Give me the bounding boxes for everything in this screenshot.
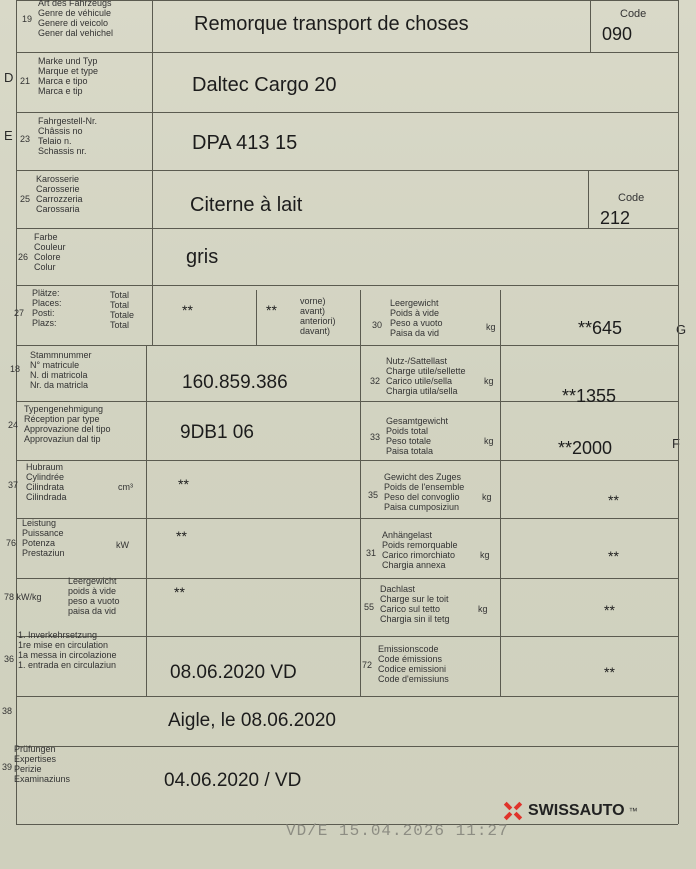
field-label: Fahrgestell-Nr. Châssis no Telaio n. Schassis nr. xyxy=(38,116,98,156)
field-number: 37 xyxy=(8,480,19,490)
body-value: Citerne à lait xyxy=(190,194,303,216)
field-number: 38 xyxy=(2,706,13,716)
field-label: 1. Inverkehrsetzung 1re mise en circulation 1a messa in circolazione 1. entrada en circulaziun xyxy=(18,630,117,670)
power-value: ** xyxy=(176,528,187,544)
place-date-value: Aigle, le 08.06.2020 xyxy=(168,710,336,731)
vehicle-type-value: Remorque transport de choses xyxy=(194,13,469,35)
swissauto-cross-icon xyxy=(502,800,524,822)
field-number: 26 xyxy=(18,252,29,262)
unit-label: kg xyxy=(484,436,494,446)
field-number: 19 xyxy=(22,14,33,24)
field-number: 35 xyxy=(368,490,379,500)
first-registration-value: 08.06.2020 VD xyxy=(170,662,297,683)
field-label: Karosserie Carosserie Carrozzeria Carossaria xyxy=(36,174,83,214)
rule xyxy=(16,228,678,229)
field-number: 31 xyxy=(366,548,377,558)
field-number: 21 xyxy=(20,76,31,86)
rule xyxy=(16,696,678,697)
rule xyxy=(500,290,501,696)
margin-letter-e: E xyxy=(4,128,13,143)
field-label: Leergewicht Poids à vide Peso a vuoto Paisa da vid xyxy=(390,298,443,338)
rule xyxy=(16,0,17,824)
rule xyxy=(360,290,361,696)
field-label: Farbe Couleur Colore Colur xyxy=(34,232,66,272)
swissauto-logo xyxy=(502,800,638,822)
rule xyxy=(16,0,678,1)
type-approval-value: 9DB1 06 xyxy=(180,422,254,443)
field-label: Plätze: Places: Posti: Plazs: xyxy=(32,288,62,328)
date-stamp: VD/E 15.04.2026 11:27 xyxy=(286,822,509,840)
seats-total-value: ** xyxy=(182,302,193,318)
field-number: 27 xyxy=(14,308,25,318)
margin-letter-f: F xyxy=(672,436,680,451)
rule xyxy=(678,0,679,824)
rule xyxy=(146,346,147,696)
displacement-value: ** xyxy=(178,476,189,492)
field-number: 32 xyxy=(370,376,381,386)
unit-label: kg xyxy=(482,492,492,502)
rule xyxy=(588,170,589,228)
make-model-value: Daltec Cargo 20 xyxy=(192,74,337,96)
field-label: Leergewicht poids à vide peso a vuoto paisa da vid xyxy=(68,576,120,616)
margin-letter-g: G xyxy=(676,322,687,337)
unit-label: cm³ xyxy=(118,482,133,492)
roof-load-value: ** xyxy=(604,602,615,618)
field-label: Art des Fahrzeugs Genre de véhicule Genere di veicolo Gener dal vehichel xyxy=(38,0,114,38)
vehicle-type-code: 090 xyxy=(602,24,633,44)
rule xyxy=(16,112,678,113)
rule xyxy=(16,170,678,171)
field-label: Anhängelast Poids remorquable Carico rimorchiato Chargia annexa xyxy=(382,530,458,570)
rule xyxy=(256,290,257,346)
field-label: Gewicht des Zuges Poids de l'ensemble Peso del convoglio Paisa cumposiziun xyxy=(384,472,465,512)
seats-front-value: ** xyxy=(266,302,277,318)
field-number: 76 xyxy=(6,538,17,548)
rule xyxy=(16,285,678,286)
field-number: 78 kW/kg xyxy=(4,592,42,602)
field-label: Stammnummer N° matricule N. di matricola Nr. da matricla xyxy=(30,350,92,390)
logo-text: SWISSAUTO xyxy=(528,802,625,819)
rule xyxy=(152,0,153,346)
field-label: Total Total Totale Total xyxy=(110,290,135,330)
towable-weight-value: ** xyxy=(608,548,619,564)
matricule-value: 160.859.386 xyxy=(182,372,288,393)
field-label: Gesamtgewicht Poids total Peso totale Paisa totala xyxy=(386,416,449,456)
power-to-weight-value: ** xyxy=(174,584,185,600)
body-code: 212 xyxy=(600,208,631,228)
rule xyxy=(16,518,678,519)
field-label: Typengenehmigung Réception par type Approvazione del tipo Approvaziun dal tip xyxy=(24,404,111,444)
chassis-number-value: DPA 413 15 xyxy=(192,132,298,154)
field-label: Dachlast Charge sur le toit Carico sul tetto Chargia sin il tetg xyxy=(380,584,450,624)
field-number: 72 xyxy=(362,660,373,670)
field-label: Emissionscode Code émissions Codice emissioni Code d'emissiuns xyxy=(378,644,449,684)
total-weight-value: **2000 xyxy=(558,438,613,458)
unit-label: kg xyxy=(484,376,494,386)
payload-value: **1355 xyxy=(562,386,617,406)
field-label: Nutz-/Sattellast Charge utile/sellette Carico utile/sella Chargia utila/sella xyxy=(386,356,466,396)
rule xyxy=(590,0,591,52)
logo-trademark: ™ xyxy=(628,806,638,816)
field-label: Marke und Typ Marque et type Marca e tipo Marca e tip xyxy=(38,56,99,96)
color-value: gris xyxy=(186,246,219,268)
unit-label: kg xyxy=(478,604,488,614)
rule xyxy=(16,460,678,461)
empty-weight-value: **645 xyxy=(578,318,623,338)
inspection-value: 04.06.2020 / VD xyxy=(164,770,302,791)
train-weight-value: ** xyxy=(608,492,619,508)
emission-code-value: ** xyxy=(604,664,615,680)
unit-label: kg xyxy=(480,550,490,560)
code-header: Code xyxy=(620,8,647,20)
unit-label: kW xyxy=(116,540,129,550)
field-number: 39 xyxy=(2,762,13,772)
field-number: 25 xyxy=(20,194,31,204)
rule xyxy=(16,746,678,747)
field-number: 18 xyxy=(10,364,21,374)
field-label: Leistung Puissance Potenza Prestaziun xyxy=(22,518,65,558)
field-number: 33 xyxy=(370,432,381,442)
rule xyxy=(16,52,678,53)
field-label: Prüfungen Expertises Perizie Examinaziuns xyxy=(14,744,71,784)
unit-label: kg xyxy=(486,322,496,332)
code-header: Code xyxy=(618,192,645,204)
field-label: vorne) avant) anteriori) davant) xyxy=(300,296,336,336)
field-number: 30 xyxy=(372,320,383,330)
field-label: Hubraum Cylindrée Cilindrata Cilindrada xyxy=(26,462,67,502)
field-number: 55 xyxy=(364,602,375,612)
field-number: 23 xyxy=(20,134,31,144)
margin-letter-d: D xyxy=(4,70,14,85)
rule xyxy=(16,345,678,346)
field-number: 24 xyxy=(8,420,19,430)
field-number: 36 xyxy=(4,654,15,664)
